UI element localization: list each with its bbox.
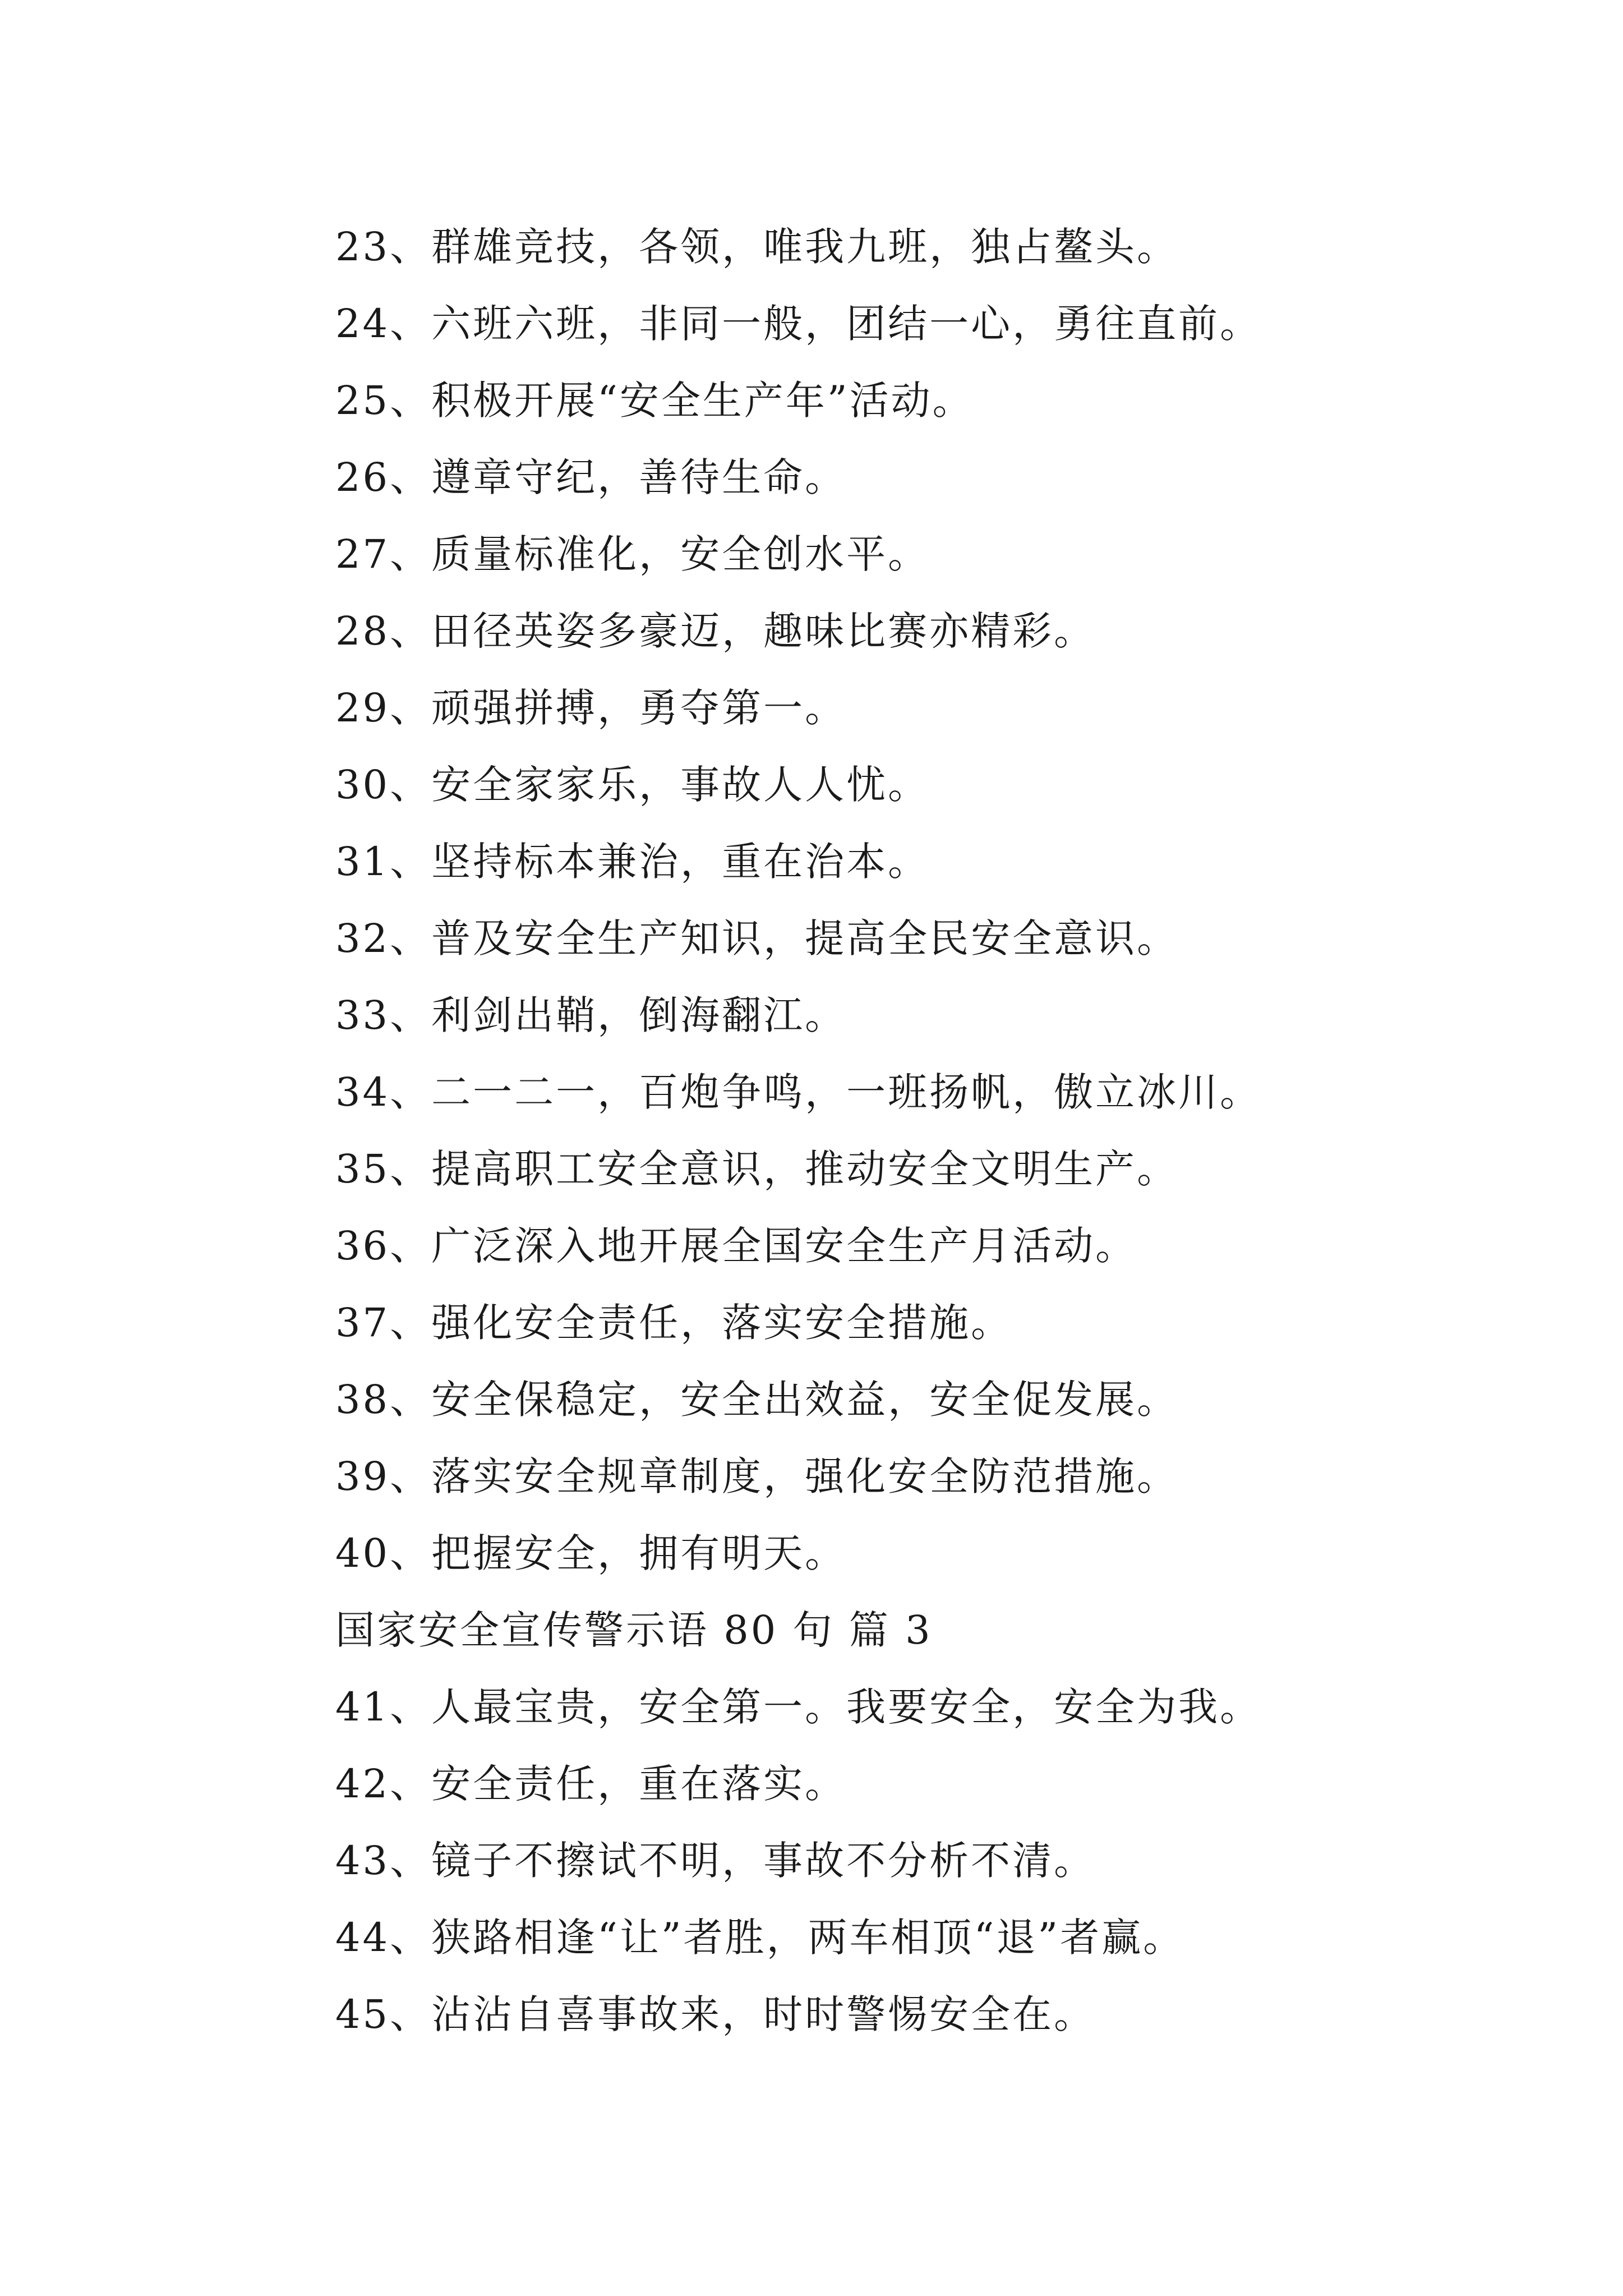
slogan-line: 36、广泛深入地开展全国安全生产月活动。: [335, 1223, 1137, 1269]
slogan-line: 44、狭路相逢“让”者胜，两车相顶“退”者赢。: [335, 1915, 1185, 1961]
slogan-line: 25、积极开展“安全生产年”活动。: [335, 378, 974, 424]
slogan-line: 38、安全保稳定，安全出效益，安全促发展。: [335, 1377, 1179, 1423]
slogan-line: 35、提高职工安全意识，推动安全文明生产。: [335, 1146, 1179, 1192]
slogan-line: 34、二一二一，百炮争鸣，一班扬帆，傲立冰川。: [335, 1069, 1262, 1115]
slogan-line: 40、把握安全，拥有明天。: [335, 1530, 847, 1576]
slogan-line: 31、坚持标本兼治，重在治本。: [335, 839, 930, 885]
slogan-line: 26、遵章守纪，善待生命。: [335, 454, 847, 500]
slogan-line: 32、普及安全生产知识，提高全民安全意识。: [335, 915, 1179, 961]
slogan-line: 27、质量标准化，安全创水平。: [335, 531, 930, 577]
slogan-line: 39、落实安全规章制度，强化安全防范措施。: [335, 1453, 1179, 1499]
slogan-line: 42、安全责任，重在落实。: [335, 1761, 847, 1807]
slogan-line: 28、田径英姿多豪迈，趣味比赛亦精彩。: [335, 608, 1096, 654]
slogan-line: 33、利剑出鞘，倒海翻江。: [335, 992, 847, 1038]
slogan-line: 45、沾沾自喜事故来，时时警惕安全在。: [335, 1991, 1096, 2037]
slogan-line: 23、群雄竞技，各领，唯我九班，独占鳌头。: [335, 224, 1179, 270]
slogan-line: 41、人最宝贵，安全第一。我要安全，安全为我。: [335, 1684, 1262, 1730]
slogan-line: 24、六班六班，非同一般，团结一心，勇往直前。: [335, 301, 1262, 347]
section-heading: 国家安全宣传警示语 80 句 篇 3: [335, 1607, 933, 1653]
slogan-line: 30、安全家家乐，事故人人忧。: [335, 762, 930, 808]
slogan-line: 37、强化安全责任，落实安全措施。: [335, 1300, 1013, 1346]
slogan-line: 29、顽强拼搏，勇夺第一。: [335, 685, 847, 731]
slogan-line: 43、镜子不擦试不明，事故不分析不清。: [335, 1838, 1096, 1884]
document-body: [335, 209, 1569, 2053]
